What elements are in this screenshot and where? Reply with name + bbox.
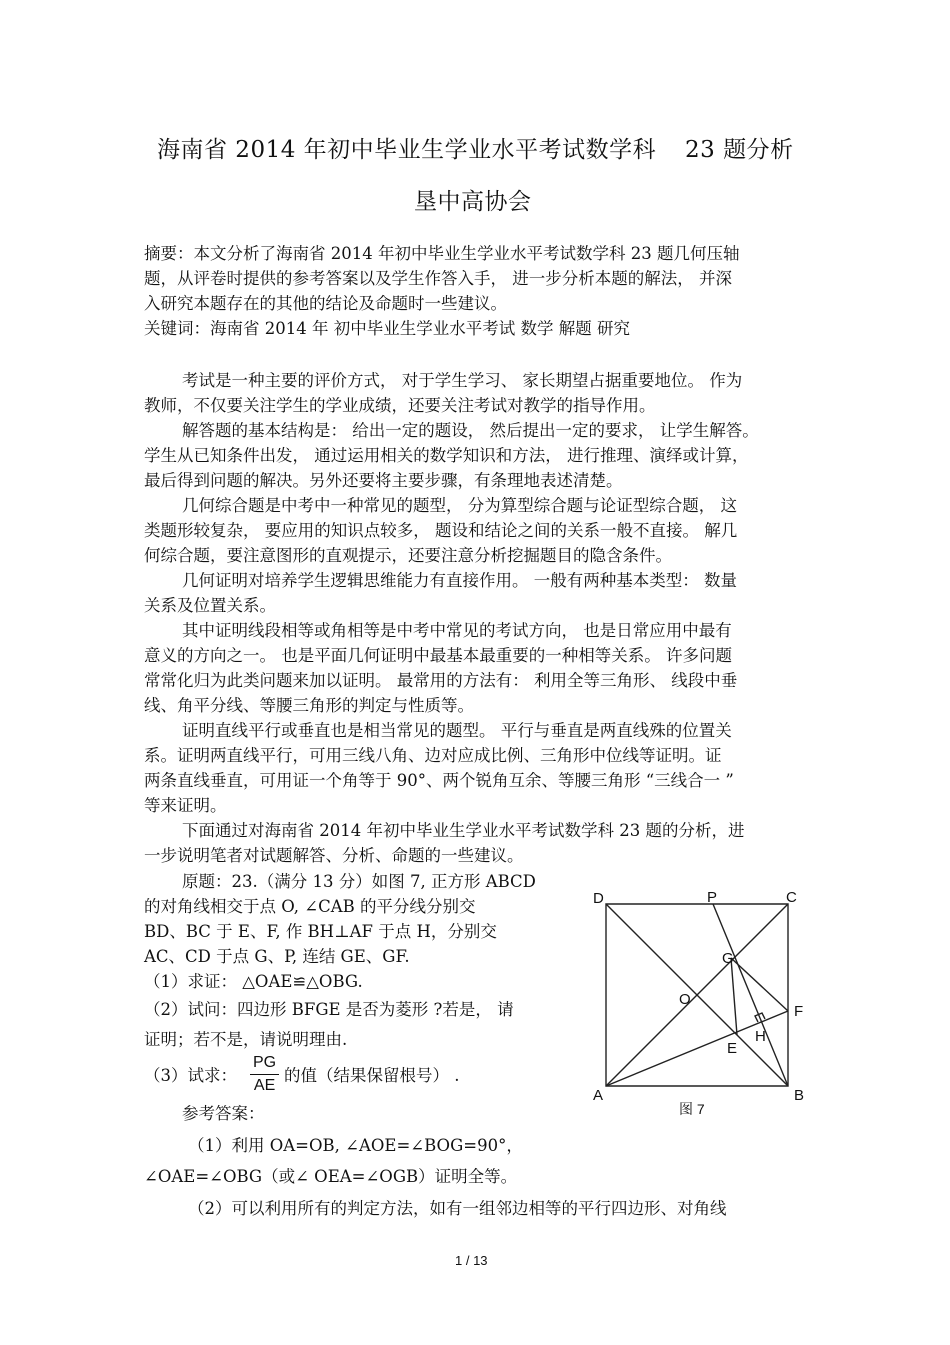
- label-p: P: [707, 889, 718, 906]
- body-line: 意义的方向之一。 也是平面几何证明中最基本最重要的一种相等关系。 许多问题: [144, 646, 732, 665]
- fraction-pg-ae: [250, 1054, 279, 1095]
- segment-gf: [731, 958, 788, 1011]
- body-line: 几何综合题是中考中一种常见的题型， 分为算型综合题与论证型综合题， 这: [182, 496, 737, 515]
- answer-line: ∠OAE=∠OBG（或∠ OEA=∠OGB）证明全等。: [144, 1167, 518, 1186]
- question-3: （3）试求：: [144, 1066, 237, 1085]
- body-line: 学生从已知条件出发， 通过运用相关的数学知识和方法， 进行推理、演绎或计算，: [144, 446, 749, 465]
- segment-af: [606, 1011, 788, 1086]
- question-2-cont: 证明；若不是，请说明理由.: [144, 1030, 348, 1049]
- abstract-line: 摘要：本文分析了海南省 2014 年初中毕业生学业水平考试数学科 23 题几何压轴: [144, 244, 740, 263]
- label-g: G: [722, 950, 734, 967]
- label-b: B: [794, 1087, 805, 1104]
- fraction-denominator: AE: [253, 1077, 276, 1094]
- answer-heading: 参考答案：: [182, 1104, 265, 1123]
- fraction-numerator: PG: [250, 1054, 279, 1075]
- abstract-line: 入研究本题存在的其他的结论及命题时一些建议。: [144, 294, 507, 313]
- keywords-line: 关键词：海南省 2014 年 初中毕业生学业水平考试 数学 解题 研究: [144, 319, 630, 338]
- title-tail: 23 题分析: [685, 137, 794, 163]
- figure-caption: 图 7: [679, 1101, 705, 1117]
- answer-line: （2）可以利用所有的判定方法，如有一组邻边相等的平行四边形、对角线: [188, 1199, 727, 1218]
- label-h: H: [755, 1028, 766, 1045]
- label-o: O: [679, 991, 691, 1008]
- body-line: 其中证明线段相等或角相等是中考中常见的考试方向， 也是日常应用中最有: [182, 621, 732, 640]
- question-1: （1）求证： △OAE≌△OBG.: [144, 972, 363, 991]
- title-main: 海南省 2014 年初中毕业生学业水平考试数学科: [157, 137, 657, 163]
- answer-line: （1）利用 OA=OB, ∠AOE=∠BOG=90°，: [188, 1136, 523, 1155]
- body-line: 证明直线平行或垂直也是相当常见的题型。 平行与垂直是两直线殊的位置关: [182, 721, 732, 740]
- problem-line: 的对角线相交于点 O, ∠CAB 的平分线分别交: [144, 897, 476, 916]
- body-line: 教师，不仅要关注学生的学业成绩，还要关注考试对教学的指导作用。: [144, 396, 656, 415]
- label-e: E: [727, 1040, 738, 1057]
- body-line: 类题形较复杂， 要应用的知识点较多， 题设和结论之间的关系一般不直接。 解几: [144, 521, 738, 540]
- body-line: 几何证明对培养学生逻辑思维能力有直接作用。 一般有两种基本类型： 数量: [182, 571, 737, 590]
- page-number: 1 / 13: [455, 1253, 488, 1268]
- problem-line: 原题：23.（满分 13 分）如图 7, 正方形 ABCD: [182, 872, 536, 891]
- question-3-tail: 的值（结果保留根号） .: [284, 1066, 460, 1085]
- question-2: （2）试问：四边形 BFGE 是否为菱形 ?若是， 请: [144, 1000, 514, 1019]
- label-f: F: [794, 1003, 804, 1020]
- body-line: 常常化归为此类问题来加以证明。 最常用的方法有： 利用全等三角形、 线段中垂: [144, 671, 738, 690]
- abstract-line: 题，从评卷时提供的参考答案以及学生作答入手， 进一步分析本题的解法， 并深: [144, 269, 732, 288]
- body-line: 何综合题，要注意图形的直观提示，还要注意分析挖掘题目的隐含条件。: [144, 546, 672, 565]
- segment-ge: [731, 958, 737, 1035]
- author: 垦中高协会: [414, 189, 532, 215]
- label-a: A: [593, 1087, 604, 1104]
- body-line: 关系及位置关系。: [144, 596, 276, 615]
- body-line: 等来证明。: [144, 796, 227, 815]
- body-line: 线、角平分线、等腰三角形的判定与性质等。: [144, 696, 474, 715]
- problem-line: BD、BC 于 E、F, 作 BH⊥AF 于点 H，分别交: [144, 922, 497, 941]
- body-line: 一步说明笔者对试题解答、分析、命题的一些建议。: [144, 846, 524, 865]
- body-line: 两条直线垂直，可用证一个角等于 90°、两个锐角互余、等腰三角形 “三线合一 ”: [144, 771, 734, 790]
- body-line: 最后得到问题的解决。另外还要将主要步骤，有条理地表述清楚。: [144, 471, 623, 490]
- body-line: 系。证明两直线平行，可用三线八角、边对应成比例、三角形中位线等证明。证: [144, 746, 722, 765]
- label-c: C: [786, 889, 797, 906]
- problem-line: AC、CD 于点 G、P, 连结 GE、GF.: [144, 947, 410, 966]
- label-d: D: [593, 890, 604, 907]
- page-title: [157, 131, 656, 164]
- body-line: 下面通过对海南省 2014 年初中毕业生学业水平考试数学科 23 题的分析，进: [182, 821, 745, 840]
- body-line: 考试是一种主要的评价方式， 对于学生学习、 家长期望占据重要地位。 作为: [182, 371, 743, 390]
- geometry-figure: [585, 885, 815, 1135]
- segment-bp: [713, 904, 788, 1086]
- body-line: 解答题的基本结构是： 给出一定的题设， 然后提出一定的要求， 让学生解答。: [182, 421, 759, 440]
